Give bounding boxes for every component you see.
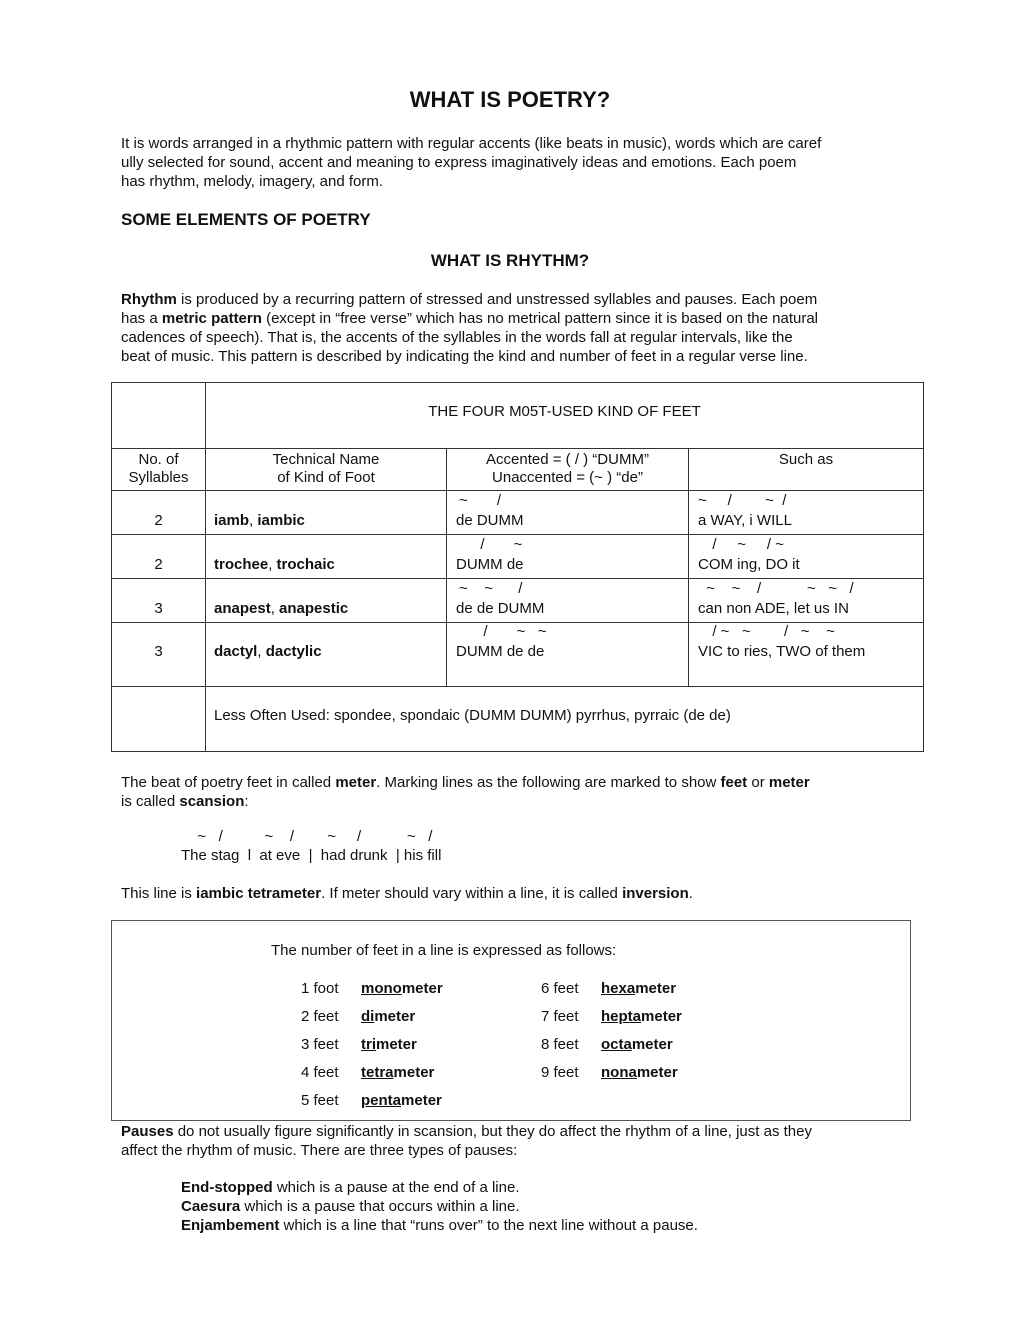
header-such-as [689, 451, 923, 469]
meter-term: meter [768, 774, 810, 791]
metric-pattern-term: metric pattern [161, 310, 262, 327]
less-often-used: Less Often Used: spondee, spondaic (DUMM DUMM) pyrrhus, pyrraic (de de) [214, 707, 731, 724]
meter-text: : [244, 793, 249, 810]
stress-marks: / ~ [472, 536, 523, 553]
meter-text: The beat of poetry feet in called [121, 774, 336, 791]
meter-item: 4 feet [301, 1064, 339, 1081]
meter-term: meter [335, 774, 377, 791]
foot-name: anapest, anapestic [214, 600, 349, 617]
table-border [688, 448, 689, 686]
stress-marks: / ~ ~ [475, 623, 547, 640]
meter-name: tetrameter [361, 1064, 435, 1081]
header-technical-name [206, 451, 446, 487]
header-text: Accented = ( / ) “DUMM” [486, 451, 649, 468]
table-border [111, 490, 924, 491]
tetrameter-paragraph [121, 884, 911, 903]
intro-line: ully selected for sound, accent and meaning to express imaginatively ideas and emotions. Each poem [121, 154, 797, 171]
rhythm-term: Rhythm [121, 291, 177, 308]
meter-item: 7 feet [541, 1008, 579, 1025]
header-syllables [112, 451, 205, 487]
section-heading: SOME ELEMENTS OF POETRY [121, 210, 371, 229]
intro-line: has rhythm, melody, imagery, and form. [121, 173, 384, 190]
meter-name: octameter [601, 1036, 673, 1053]
foot-name: iamb, iambic [214, 512, 305, 529]
meter-paragraph [121, 773, 911, 811]
pause-type-item: Enjambement which is a line that “runs over” to the next line without a pause. [181, 1217, 698, 1234]
table-border [205, 382, 206, 752]
table-border [111, 534, 924, 535]
meter-name: heptameter [601, 1008, 682, 1025]
header-accent-key [447, 451, 688, 487]
header-text: No. of [138, 451, 179, 468]
pauses-paragraph [121, 1122, 911, 1160]
meter-text: is called [121, 793, 180, 810]
meter-name: pentameter [361, 1092, 442, 1109]
table-border [111, 448, 924, 449]
rhythm-text: has a [121, 310, 162, 327]
table-border [111, 578, 924, 579]
pause-types-list [181, 1178, 911, 1235]
foot-name: dactyl, dactylic [214, 643, 322, 660]
syllable-count: 3 [154, 600, 163, 617]
feet-term: feet [720, 774, 748, 791]
meter-item: 8 feet [541, 1036, 579, 1053]
meter-name: trimeter [361, 1036, 417, 1053]
rhythm-text: is produced by a recurring pattern of stressed and unstressed syllables and pauses. Each poem [176, 291, 818, 308]
header-text: Unaccented = (~ ) “de” [492, 469, 643, 486]
stress-marks: ~ / [459, 492, 502, 509]
example-words: COM ing, DO it [698, 556, 800, 573]
syllable-count: 3 [154, 643, 163, 660]
tetrameter-text: . If meter should vary within a line, it is called [321, 885, 623, 902]
rhythm-paragraph [121, 290, 911, 366]
example-words: can non ADE, let us IN [698, 600, 849, 617]
meter-item: 9 feet [541, 1064, 579, 1081]
example-marks: / ~ / ~ [704, 536, 785, 553]
header-text: Technical Name [272, 451, 380, 468]
header-text: of Kind of Foot [277, 469, 375, 486]
meter-text: . Marking lines as the following are marked to show [376, 774, 721, 791]
meter-name: hexameter [601, 980, 677, 997]
example-marks: ~ ~ / ~ ~ / [702, 580, 854, 597]
table-border [111, 382, 924, 383]
meter-item: 1 foot [301, 980, 339, 997]
pauses-text: affect the rhythm of music. There are three types of pauses: [121, 1142, 518, 1159]
stress-pattern: DUMM de [456, 556, 524, 573]
pause-type-item: End-stopped which is a pause at the end of a line. [181, 1179, 520, 1196]
intro-paragraph [121, 134, 911, 191]
stress-pattern: de DUMM [456, 512, 524, 529]
meter-item: 6 feet [541, 980, 579, 997]
example-marks: ~ / ~ / [698, 492, 787, 509]
stress-pattern: DUMM de de [456, 643, 545, 660]
meter-name: nonameter [601, 1064, 678, 1081]
pauses-text: do not usually figure significantly in scansion, but they do affect the rhythm of a line, just as they [173, 1123, 812, 1140]
meter-item: 5 feet [301, 1092, 339, 1109]
rhythm-text: cadences of speech). That is, the accents of the syllables in the words fall at regular intervals, like the [121, 329, 793, 346]
stress-pattern: de de DUMM [456, 600, 545, 617]
pause-type-item: Caesura which is a pause that occurs within a line. [181, 1198, 520, 1215]
meter-text: or [747, 774, 769, 791]
syllable-count: 2 [154, 512, 163, 529]
table-caption: THE FOUR M05T-USED KIND OF FEET [428, 403, 701, 420]
meter-name: monometer [361, 980, 443, 997]
foot-name: trochee, trochaic [214, 556, 335, 573]
inversion-term: inversion [622, 885, 689, 902]
example-words: a WAY, i WILL [698, 512, 792, 529]
table-border [923, 382, 924, 752]
table-border [111, 686, 924, 687]
header-text: Such as [778, 451, 834, 468]
header-text: Syllables [128, 469, 189, 486]
meter-item: 2 feet [301, 1008, 339, 1025]
meter-item: 3 feet [301, 1036, 339, 1053]
stress-marks: ~ ~ / [459, 580, 523, 597]
syllable-count: 2 [154, 556, 163, 573]
scansion-example: The stag l at eve | had drunk | his fill [181, 847, 442, 864]
meter-name: dimeter [361, 1008, 416, 1025]
intro-line: It is words arranged in a rhythmic pattern with regular accents (like beats in music), words which are caref [121, 135, 822, 152]
table-border [111, 751, 924, 752]
tetrameter-text: This line is [121, 885, 197, 902]
iambic-tetrameter-term: iambic tetrameter [196, 885, 322, 902]
tetrameter-text: . [688, 885, 693, 902]
scansion-term: scansion [179, 793, 245, 810]
example-marks: / ~ ~ / ~ ~ [704, 623, 835, 640]
example-words: VIC to ries, TWO of them [698, 643, 866, 660]
scansion-marks: ~ / ~ / ~ / ~ / [189, 828, 433, 845]
rhythm-heading: WHAT IS RHYTHM? [430, 251, 590, 270]
pauses-term: Pauses [121, 1123, 174, 1140]
feet-box-intro: The number of feet in a line is expressed as follows: [271, 942, 617, 959]
rhythm-text: (except in “free verse” which has no metrical pattern since it is based on the natural [261, 310, 819, 327]
page-title: WHAT IS POETRY? [409, 87, 611, 112]
rhythm-text: beat of music. This pattern is described by indicating the kind and number of feet in a regular verse line. [121, 348, 808, 365]
